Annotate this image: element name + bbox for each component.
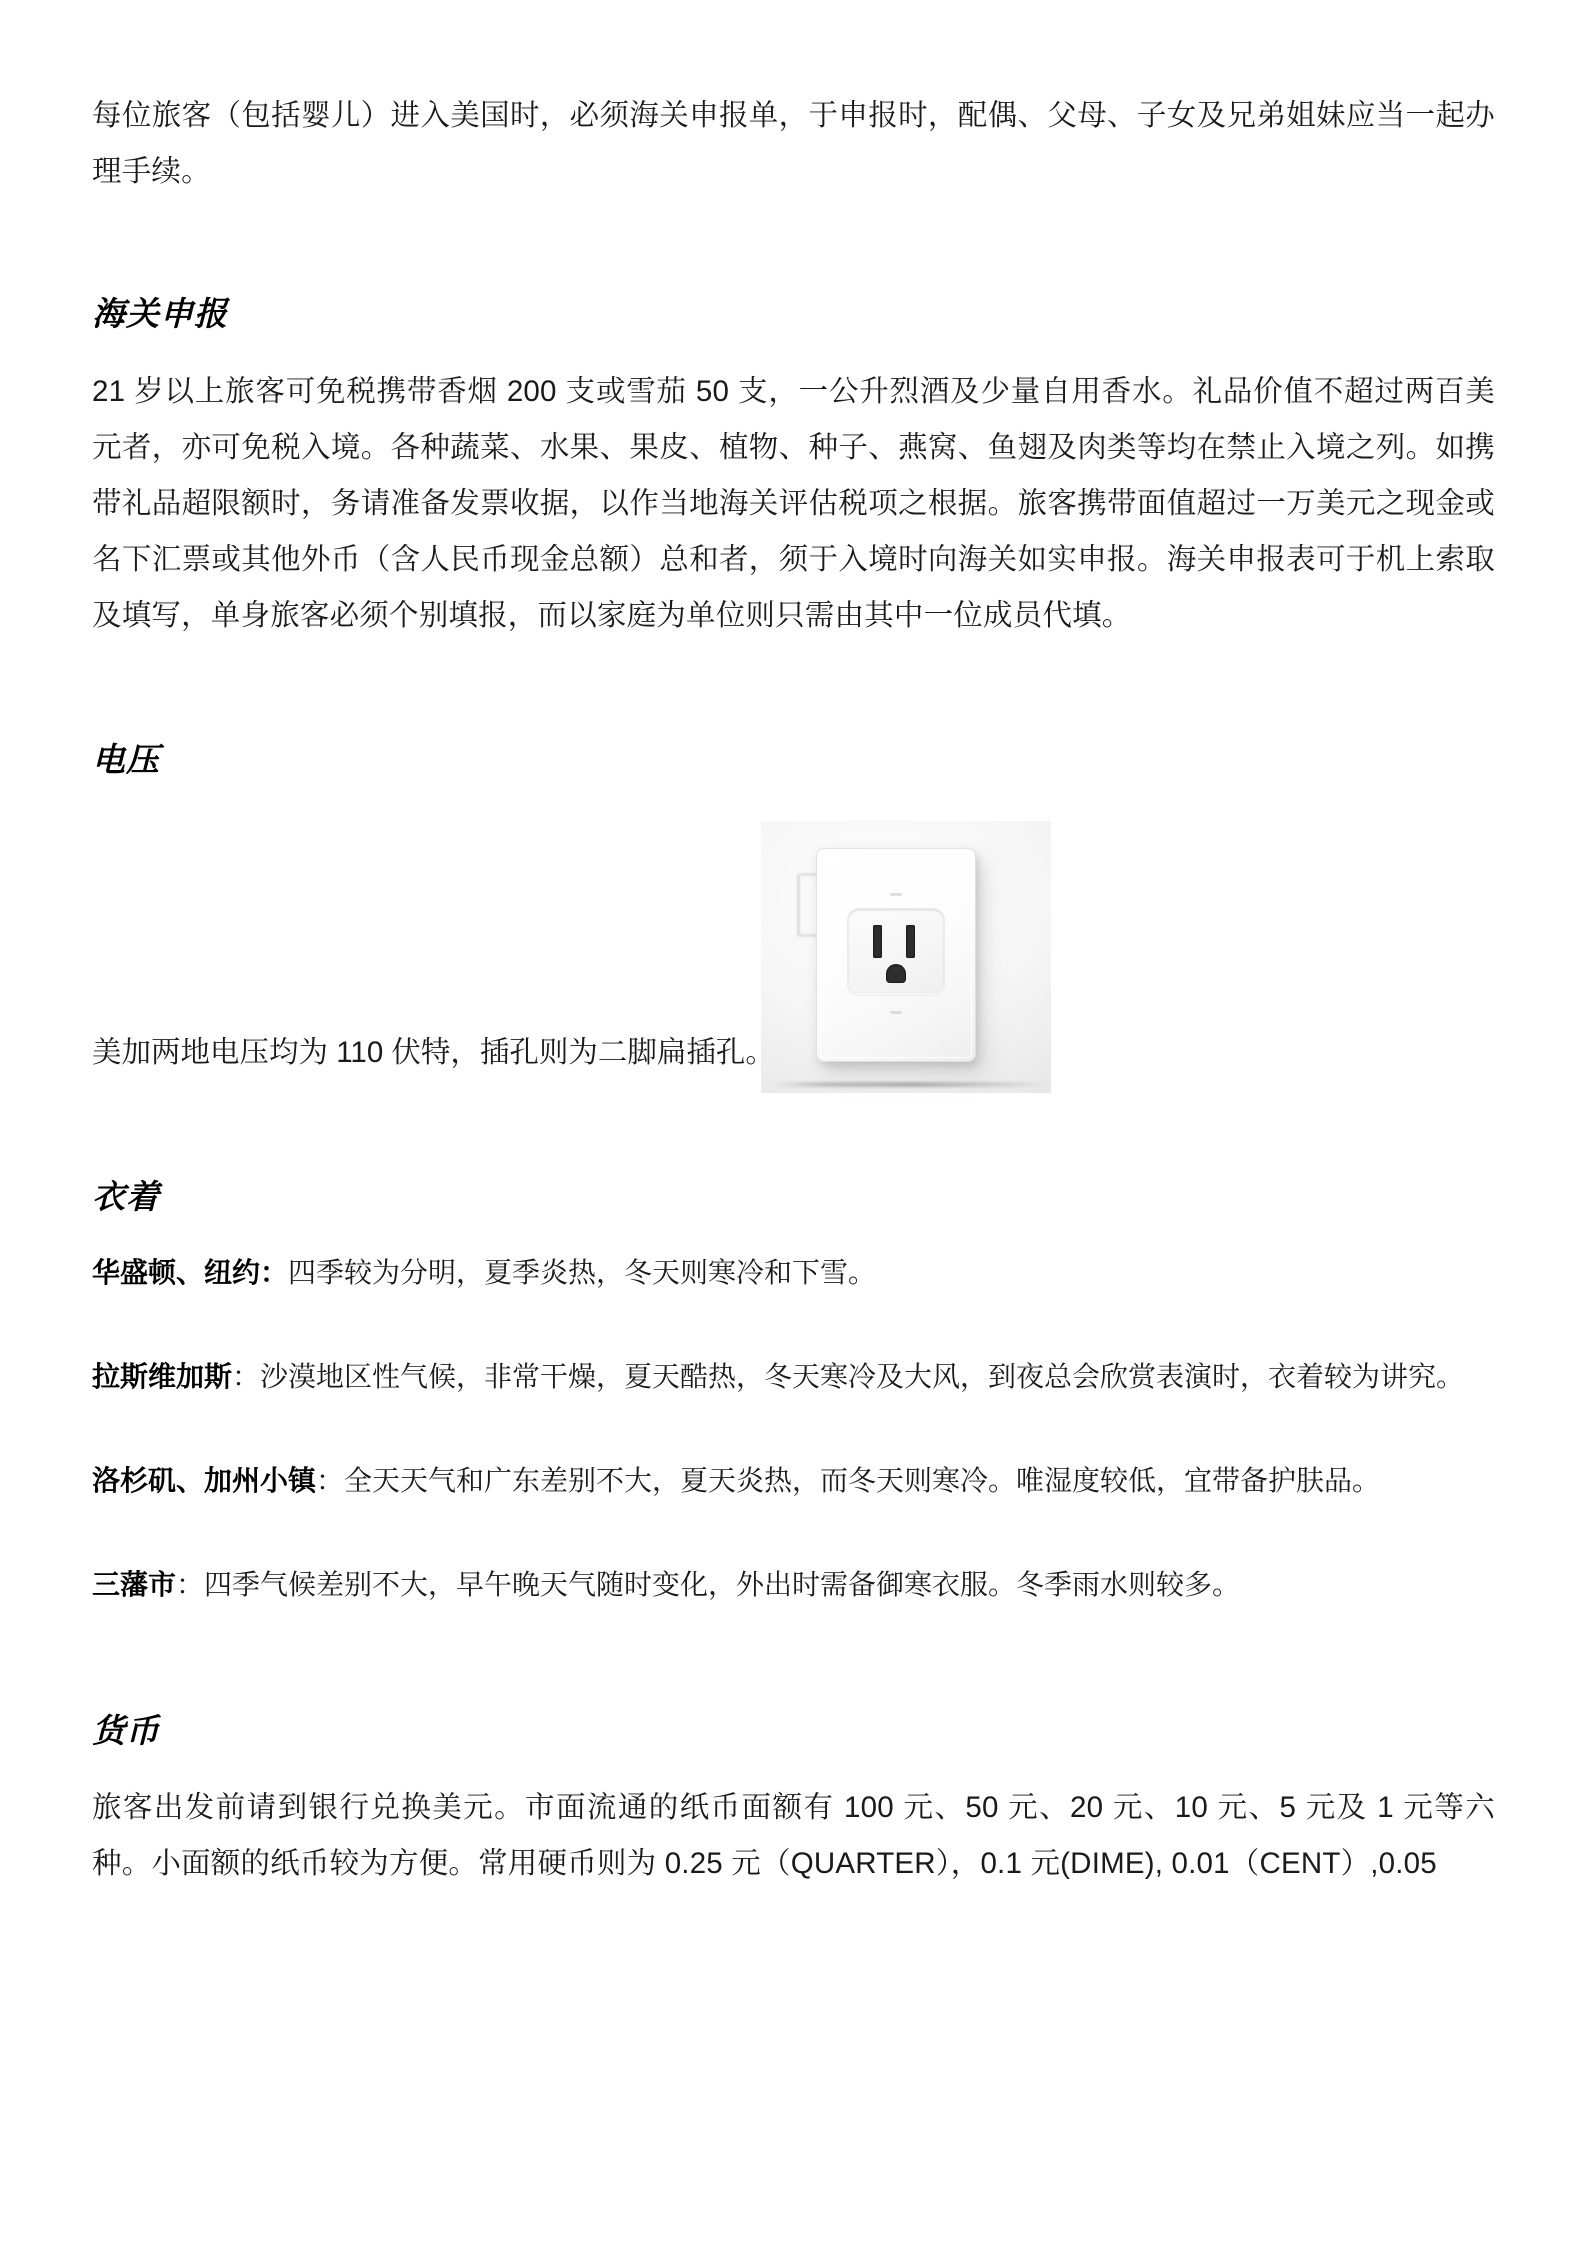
section-heading-currency: 货币 — [92, 1711, 160, 1749]
section-heading-clothing: 衣着 — [92, 1178, 160, 1216]
outlet-slot-left-icon — [873, 925, 882, 958]
currency-body-paragraph: 旅客出发前请到银行兑换美元。市面流通的纸币面额有 100 元、50 元、20 元、10 元、5 元及 1 元等六种。小面额的纸币较为方便。常用硬币则为 0.25 元（QUARTER），0.1 元(DIME), 0.01（CENT）,0.05 — [92, 1791, 1495, 1881]
outlet-receptacle-face — [848, 909, 944, 995]
clothing-entry-text: 四季较为分明，夏季炎热，冬天则寒冷和下雪。 — [288, 1256, 877, 1288]
clothing-entry-label: 华盛顿、纽约： — [92, 1256, 289, 1288]
clothing-entry-label: 拉斯维加斯 — [92, 1360, 233, 1392]
outlet-cover-plate — [817, 849, 975, 1061]
section-heading-customs: 海关申报 — [92, 295, 228, 332]
outlet-slot-right-icon — [906, 925, 915, 958]
intro-paragraph: 每位旅客（包括婴儿）进入美国时，必须海关申报单，于申报时，配偶、父母、子女及兄弟姐妹应当一起办理手续。 — [92, 99, 1495, 188]
document-content — [92, 0, 1495, 1892]
clothing-entry-text: ：沙漠地区性气候，非常干燥，夏天酷热，冬天寒冷及大风，到夜总会欣赏表演时，衣着较为讲究。 — [232, 1360, 1465, 1392]
clothing-entry-text: ：全天天气和广东差别不大，夏天炎热，而冬天则寒冷。唯湿度较低，宜带备护肤品。 — [316, 1464, 1381, 1496]
clothing-entry — [92, 1403, 1495, 1507]
voltage-section-body — [92, 779, 1495, 1079]
clothing-entry — [92, 1247, 1495, 1299]
clothing-entry — [92, 1507, 1495, 1611]
customs-body-paragraph: 21 岁以上旅客可免税携带香烟 200 支或雪茄 50 支，一公升烈酒及少量自用香水。礼品价值不超过两百美元者，亦可免税入境。各种蔬菜、水果、果皮、植物、种子、燕窝、鱼翅及肉类等均在禁止入境之列。如携带礼品超限额时，务请准备发票收据，以作当地海关评估税项之根据。旅客携带面值超过一万美元之现金或名下汇票或其他外币（含人民币现金总额）总和者，须于入境时向海关如实申报。海关申报表可于机上索取及填写，单身旅客必须个别填报，而以家庭为单位则只需由其中一位成员代填。 — [92, 374, 1495, 632]
clothing-entry-list — [92, 1217, 1495, 1611]
wall-outlet-image — [761, 821, 1051, 1093]
clothing-entry — [92, 1299, 1495, 1403]
clothing-entry-label: 三藩市 — [92, 1568, 177, 1600]
section-heading-voltage: 电压 — [92, 740, 160, 778]
clothing-entry-text: ：四季气候差别不大，早午晚天气随时变化，外出时需备御寒衣服。冬季雨水则较多。 — [176, 1568, 1241, 1600]
outlet-screw-top — [890, 893, 902, 896]
outlet-screw-bottom — [890, 1011, 902, 1014]
clothing-entry-label: 洛杉矶、加州小镇 — [92, 1464, 317, 1496]
voltage-caption: 美加两地电压均为 110 伏特，插孔则为二脚扁插孔。 — [92, 1035, 775, 1069]
outlet-ground-pin-icon — [886, 964, 906, 983]
